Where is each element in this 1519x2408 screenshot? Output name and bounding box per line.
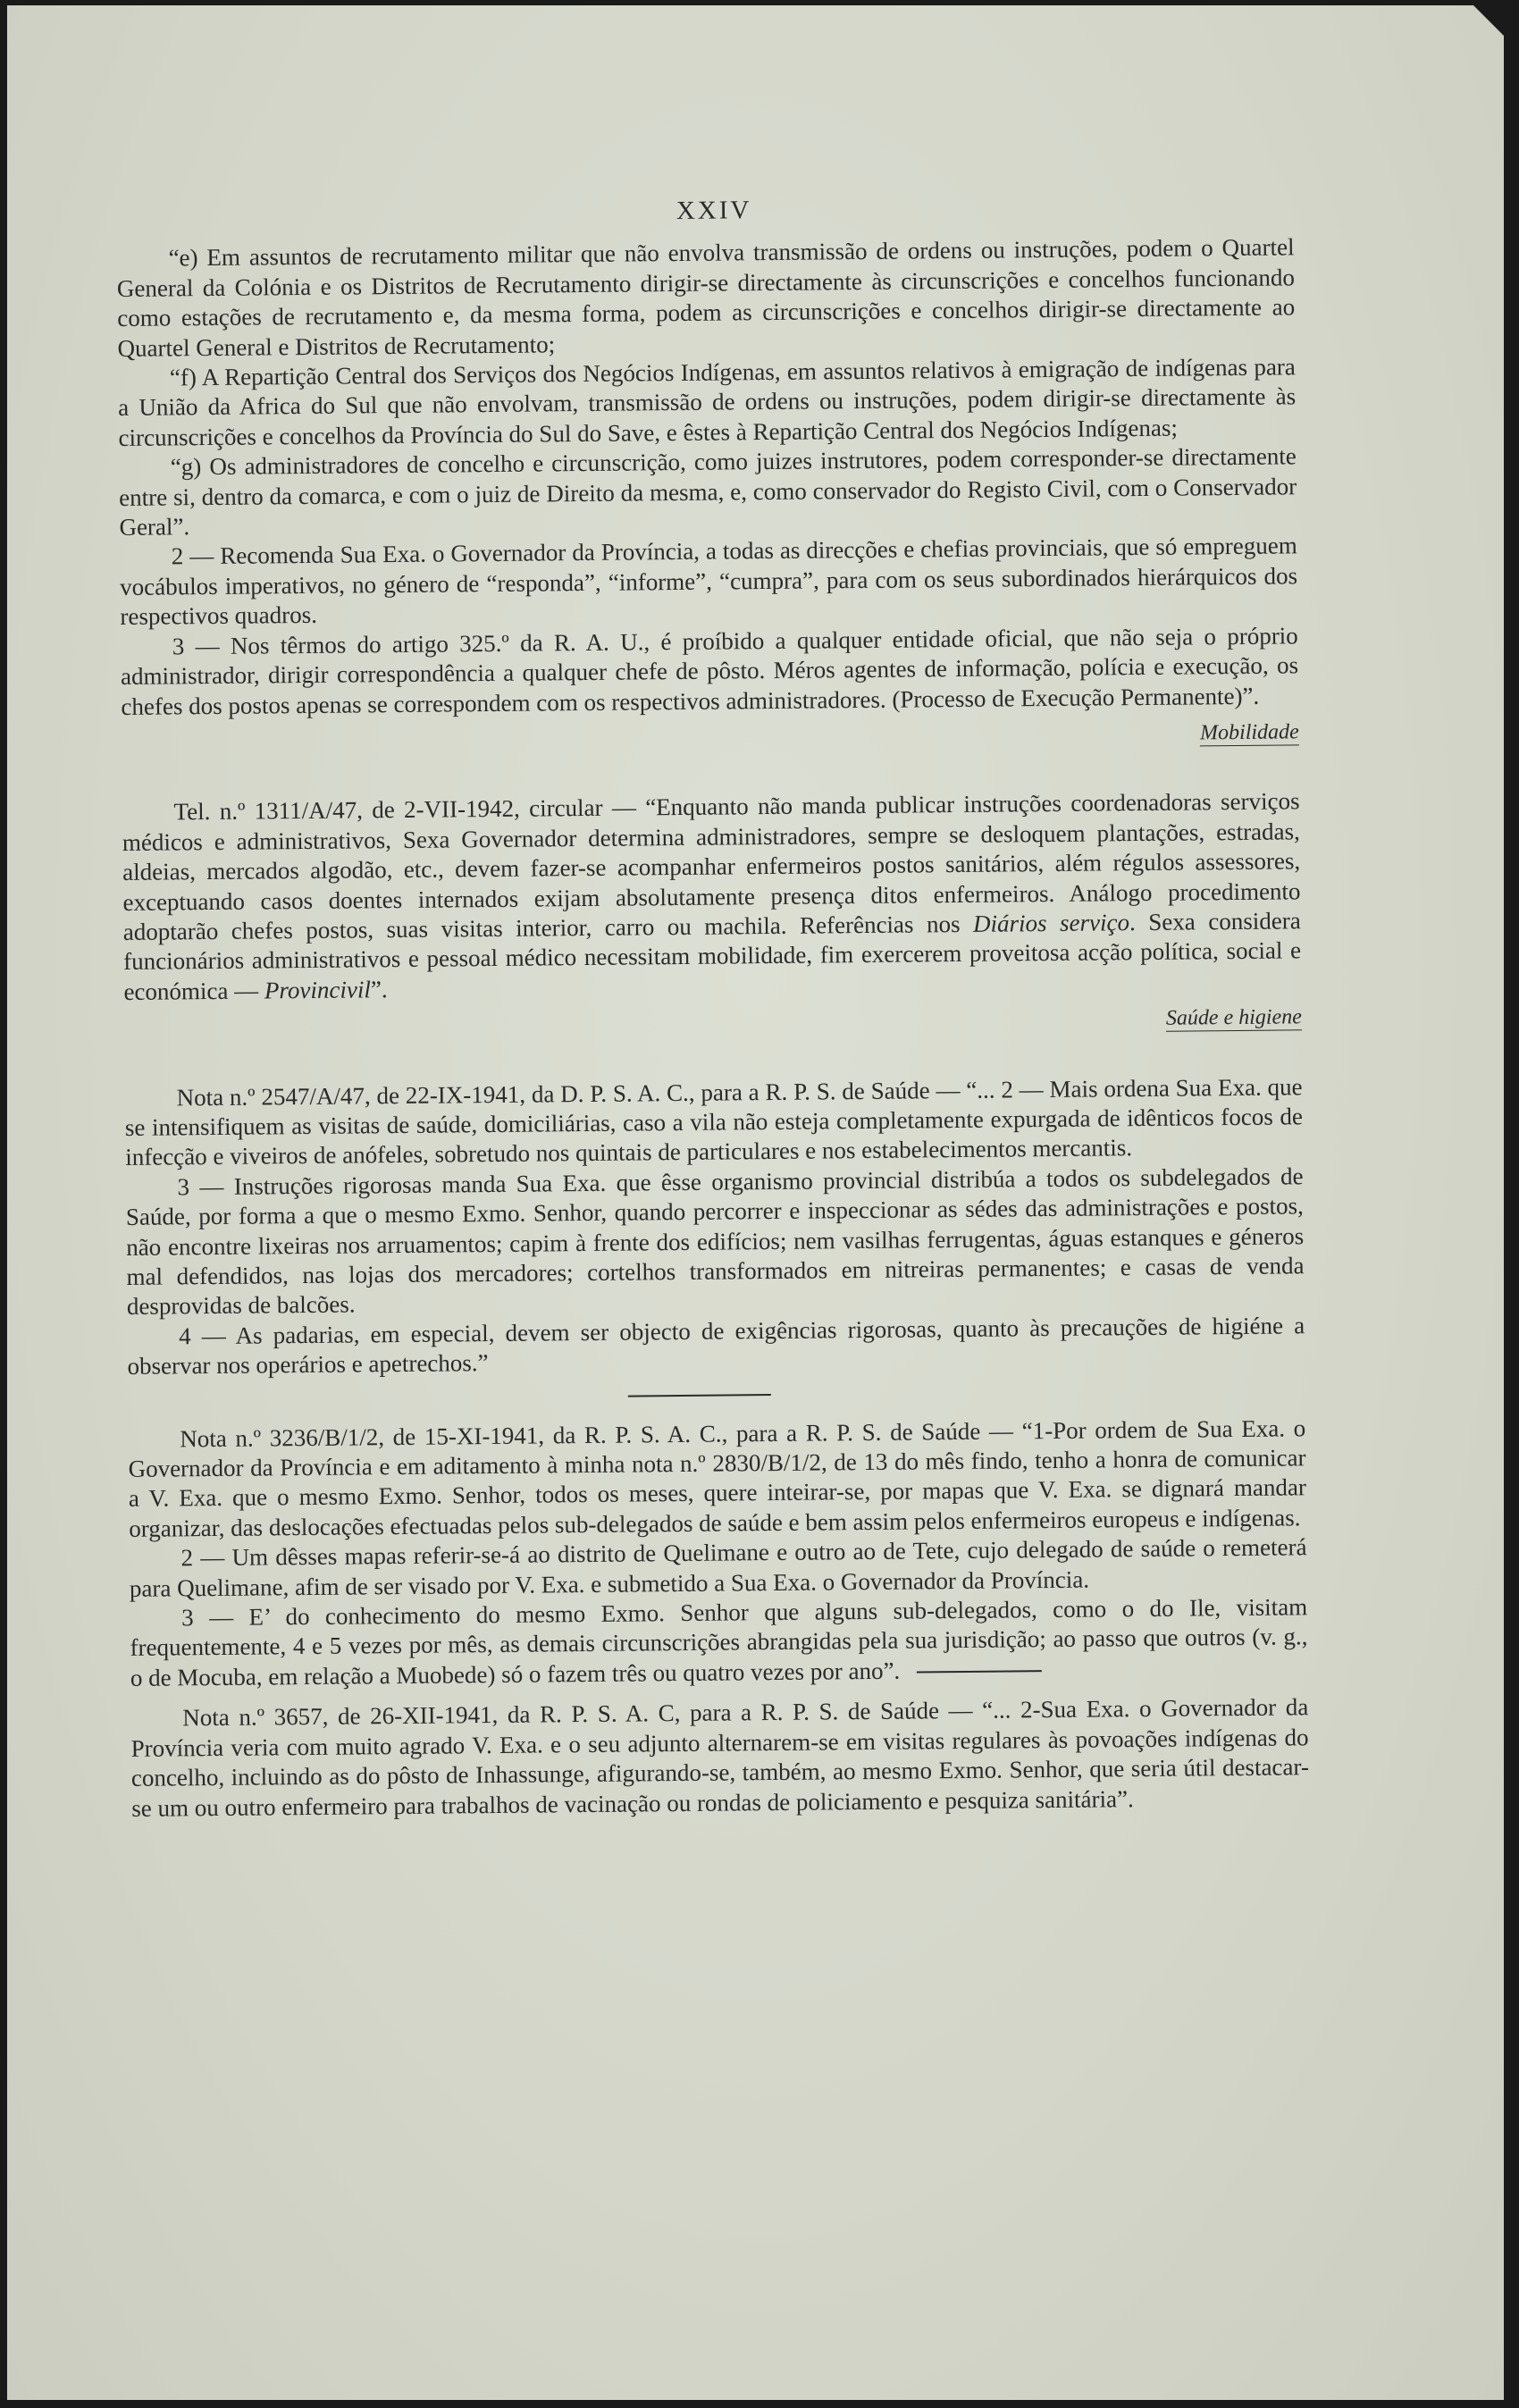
paragraph-f: “f) A Repartição Central dos Serviços dos Negócios Indígenas, em assuntos relativos à emigração de indígenas para a União da Africa do Sul que não envolvam, transmissão de ordens ou instruções, podem dirigir-se directamente às circunscrições e concelhos da Província do Sul do Save, e êstes à Repartição Central dos Negócios Indígenas; <box>118 353 1297 451</box>
mobilidade-text-end: ”. <box>370 975 388 1003</box>
paragraph-e: “e) Em assuntos de recrutamento militar que não envolva transmissão de ordens ou instruções, podem o Quartel General da Colónia e os Distritos de Recrutamento dirigir-se directamente às circunscrições e concelhos funcionando como estações de recrutamento e, da mesma forma, podem as circunscrições e concelhos dirigir-se directamente ao Quartel General e Distritos de Recrutamento; <box>116 233 1296 362</box>
section-label-mobilidade-text: Mobilidade <box>1199 720 1299 745</box>
paragraph-telegrama-mobilidade <box>122 787 1301 1007</box>
page-corner-fold <box>1473 5 1504 36</box>
mobilidade-text-middle: . Sexa considera funcionários administrativos e pessoal médico necessitam mobilidade, fim exercerem proveitosa acção política, social e económica — <box>123 907 1302 1005</box>
nota-2547-paragraph-3: 4 — As padarias, em especial, devem ser objecto de exigências rigorosas, quanto às precauções de higiéne a observar nos operários e apetrechos.” <box>127 1312 1305 1380</box>
nota-2547-paragraph-1: Nota n.º 2547/A/47, de 22-IX-1941, da D. P. S. A. C., para a R. P. S. de Saúde — “... 2 — Mais ordena Sua Exa. que se intensifiquem as visitas de saúde, domiciliárias, caso a vila não esteja completamente expurgada de idênticos focos de infecção e viveiros de anófeles, sobretudo nos quintais de particulares e nos estabelecimentos mercantis. <box>124 1072 1304 1171</box>
paragraph-2-recomenda: 2 — Recomenda Sua Exa. o Governador da Província, a todas as direcções e chefias provinciais, que só empreguem vocábulos imperativos, no género de “responda”, “informe”, “cumpra”, para com os seus subordinados hierárquicos dos respectivos quadros. <box>119 532 1298 631</box>
document-page <box>7 5 1504 2400</box>
page-content <box>116 190 1309 1823</box>
nota-3236-paragraph-3: 3 — E’ do conhecimento do mesmo Exmo. Senhor que alguns sub-delegados, como o do Ile, visitam frequentemente, 4 e 5 vezes por mês, as demais circunscrições abrangidas pela sua jurisdição; ao passo que outros (v. g., o de Mocuba, em relação a Muobede) só o fazem três ou quatro vezes por ano”. <box>130 1593 1308 1691</box>
page-number: XXIV <box>676 196 752 225</box>
nota-3236-paragraph-1: Nota n.º 3236/B/1/2, de 15-XI-1941, da R. P. S. A. C., para a R. P. S. de Saúde — “1-Por ordem de Sua Exa. o Governador da Província e em aditamento à minha nota n.º 2830/B/1/2, de 13 do mês findo, tenho a honra de comunicar a V. Exa. que o mesmo Exmo. Senhor, todos os meses, quere inteirar-se, por mapas que V. Exa. se dignará mandar organizar, das deslocações efectuadas pelos sub-delegados de saúde e bem assim pelos enfermeiros europeus e indígenas. <box>128 1414 1307 1542</box>
section-label-saude <box>124 1003 1302 1044</box>
mobilidade-text-start: Tel. n.º 1311/A/47, de 2-VII-1942, circular — “Enquanto não manda publicar instruções coordenadoras serviços médicos e administrativos, Sexa Governador determina administradores, sempre se desloquem plantações, estradas, aldeias, mercados algodão, etc., devem fazer-se acompanhar enfermeiros postos sanitários, além régulos assessores, exceptuando casos doentes internados exijam absolutamente presença ditos enfermeiros. Análogo procedimento adoptarão chefes postos, suas visitas interior, carro ou machila. Referências nos <box>122 787 1301 945</box>
nota-3657-paragraph: Nota n.º 3657, de 26-XII-1941, da R. P. S. A. C, para a R. P. S. de Saúde — “... 2-Sua Exa. o Governador da Província veria com muito agrado V. Exa. e o seu adjunto alternarem-se em visitas regulares às povoações indígenas do concelho, incluindo as do pôsto de Inhassunge, afigurando-se, também, ao mesmo Exmo. Senhor, que seria útil destacar-se um ou outro enfermeiro para trabalhos de vacinação ou rondas de policiamento e pesquiza sanitária”. <box>130 1693 1310 1822</box>
mobilidade-italic-provincivil: Provincivil <box>264 976 372 1004</box>
nota-3236-paragraph-2: 2 — Um dêsses mapas referir-se-á ao distrito de Quelimane e outro ao de Tete, cujo delegado de saúde o remeterá para Quelimane, afim de ser visado por V. Exa. e submetido a Sua Exa. o Governador da Província. <box>129 1533 1307 1602</box>
paragraph-g: “g) Os administradores de concelho e circunscrição, como juizes instrutores, podem corresponder-se directamente entre si, dentro da comarca, e com o juiz de Direito da mesma, e, como conservador do Registo Civil, com o Conservador Geral”. <box>119 442 1297 541</box>
mobilidade-italic-diarios: Diários serviço <box>972 909 1130 937</box>
nota-2547-paragraph-2: 3 — Instruções rigorosas manda Sua Exa. que êsse organismo provincial distribúa a todos os subdelegados de Saúde, por forma a que o mesmo Exmo. Senhor, quando percorrer e inspeccionar as sédes das administrações e postos, não encontre lixeiras nos arruamentos; capim à frente dos edifícios; nem vasilhas ferrugentas, águas estanques e géneros mal defendidos, nas lojas dos mercadores; cortelhos transformados em nitreiras permanentes; e casas de venda desprovidas de balcões. <box>125 1162 1305 1321</box>
section-label-saude-text: Saúde e higiene <box>1165 1005 1302 1030</box>
paragraph-3-termos: 3 — Nos têrmos do artigo 325.º da R. A. U., é proíbido a qualquer entidade oficial, que não seja o próprio administrador, dirigir correspondência a qualquer chefe de pôsto. Méros agentes de informação, polícia e execução, os chefes dos postos apenas se correspondem com os respectivos administradores. (Processo de Execução Permanente)”. <box>120 622 1299 720</box>
separator-rule <box>628 1394 771 1397</box>
section-label-mobilidade <box>122 717 1299 759</box>
